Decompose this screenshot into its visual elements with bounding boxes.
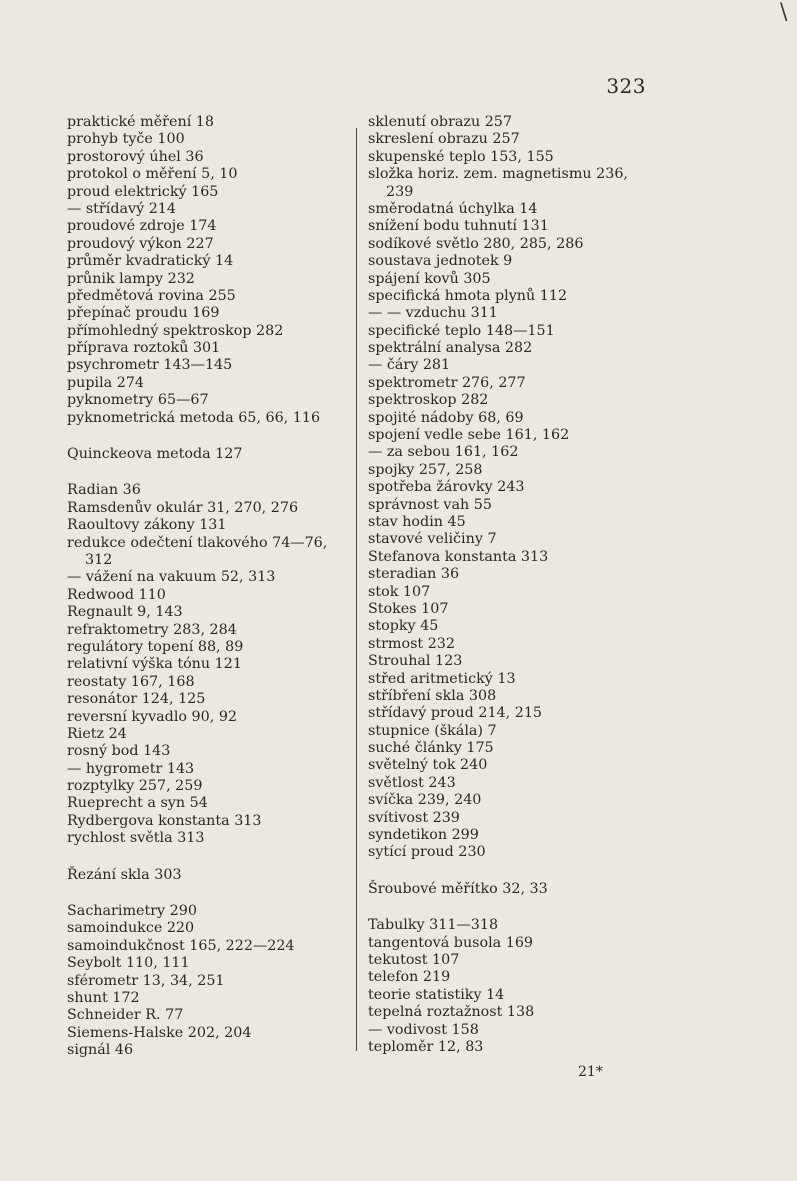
index-entry: přepínač proudu 169 [67,305,220,322]
index-entry: reostaty 167, 168 [67,673,195,690]
index-entry: signál 46 [67,1042,134,1059]
index-entry: Rydbergova konstanta 313 [67,812,262,829]
index-entry: refraktometry 283, 284 [67,621,237,638]
section-gap [67,884,355,903]
index-entry: stupnice (škála) 7 [368,722,497,739]
index-entry: pupila 274 [67,374,145,391]
index-entry: regulátory topení 88, 89 [67,638,244,655]
index-entry: shunt 172 [67,989,140,1006]
index-entry: světlost 243 [368,774,456,791]
index-entry: Redwood 110 [67,586,166,603]
index-entry: proudový výkon 227 [67,235,214,252]
index-entry: Regnault 9, 143 [67,604,183,621]
index-entry: Sacharimetry 290 [67,903,197,920]
index-entry: přímohledný spektroskop 282 [67,322,284,339]
index-entry: Šroubové měřítko 32, 33 [368,880,548,897]
index-entry: spájení kovů 305 [368,270,491,287]
index-entry: směrodatná úchylka 14 [368,200,538,217]
index-entry: Seybolt 110, 111 [67,955,190,972]
index-entry: stok 107 [368,583,431,600]
index-entry: teorie statistiky 14 [368,986,505,1003]
index-entry: psychrometr 143—145 [67,357,233,374]
index-entry: Siemens-Halske 202, 204 [67,1024,252,1041]
index-entry: praktické měření 18 [67,114,214,130]
index-entry: — za sebou 161, 162 [368,444,519,461]
index-entry: — střídavý 214 [67,200,176,217]
index-entry: předmětová rovina 255 [67,287,236,304]
index-entry: syndetikon 299 [368,827,479,844]
index-entry: svítivost 239 [368,809,460,826]
index-entry: — — vzduchu 311 [368,305,498,322]
index-entry: pyknometrická metoda 65, 66, 116 [67,409,321,426]
section-gap [67,427,355,446]
index-entry: suché články 175 [368,740,494,757]
index-entry: samoindukce 220 [67,920,195,937]
index-entry: telefon 219 [368,969,451,986]
index-entry: sodíkové světlo 280, 285, 286 [368,235,584,252]
index-entry: snížení bodu tuhnutí 131 [368,218,549,235]
index-entry: proud elektrický 165 [67,183,219,200]
index-entry: Raoultovy zákony 131 [67,517,227,534]
index-entry: spojité nádoby 68, 69 [368,409,524,426]
index-entry: specifické teplo 148—151 [368,322,555,339]
section-gap [368,862,658,881]
index-entry: spektroskop 282 [368,392,489,409]
index-entry: sytící proud 230 [368,844,486,861]
index-entry: střed aritmetický 13 [368,670,516,687]
index-entry: spojky 257, 258 [368,461,483,478]
index-entry: skupenské teplo 153, 155 [368,148,554,165]
index-column-left [67,114,355,1060]
index-entry: protokol o měření 5, 10 [67,166,238,183]
index-entry: Strouhal 123 [368,653,463,670]
index-entry: průnik lampy 232 [67,270,195,287]
index-entry: Rueprecht a syn 54 [67,795,208,812]
index-entry: průměr kvadratický 14 [67,253,234,270]
index-entry: svíčka 239, 240 [368,792,482,809]
index-entry: strmost 232 [368,635,455,652]
index-entry: resonátor 124, 125 [67,691,206,708]
index-entry: teploměr 12, 83 [368,1038,484,1055]
index-entry-continuation: 239 [386,183,414,200]
index-entry: stavové veličiny 7 [368,531,497,548]
index-entry: prohyb tyče 100 [67,131,185,148]
column-divider [356,128,357,1051]
index-entry: spotřeba žárovky 243 [368,479,525,496]
index-entry: steradian 36 [368,566,460,583]
page-number: 323 [606,74,646,98]
index-entry: Schneider R. 77 [67,1007,184,1024]
index-entry: Stefanova konstanta 313 [368,548,549,565]
index-entry: rychlost světla 313 [67,830,205,847]
index-entry: spektrální analysa 282 [368,340,533,357]
index-entry: spojení vedle sebe 161, 162 [368,427,570,444]
signature-mark: 21* [578,1064,603,1080]
index-entry: relativní výška tónu 121 [67,656,242,673]
index-entry-continuation: 312 [85,551,113,568]
section-gap [368,898,658,917]
index-entry: Quinckeova metoda 127 [67,446,243,463]
index-entry: proudové zdroje 174 [67,218,217,235]
index-entry: rosný bod 143 [67,743,171,760]
index-entry: Rietz 24 [67,725,127,742]
index-entry: stav hodin 45 [368,513,466,530]
index-entry: Radian 36 [67,482,141,499]
index-column-right [368,114,658,1056]
index-entry: soustava jednotek 9 [368,253,513,270]
index-entry: Řezání skla 303 [67,866,182,883]
index-entry: redukce odečtení tlakového 74—76, [67,534,328,551]
index-entry: specifická hmota plynů 112 [368,287,568,304]
index-entry: reversní kyvadlo 90, 92 [67,708,238,725]
index-entry: příprava roztoků 301 [67,340,221,357]
index-entry: sklenutí obrazu 257 [368,114,513,130]
index-entry: — vážení na vakuum 52, 313 [67,569,276,586]
index-entry: stříbření skla 308 [368,687,497,704]
section-gap [67,463,355,482]
index-entry: tekutost 107 [368,951,460,968]
index-entry: — vodivost 158 [368,1021,479,1038]
index-entry: Tabulky 311—318 [368,917,499,934]
index-entry: spektrometr 276, 277 [368,374,526,391]
index-entry: tangentová busola 169 [368,934,534,951]
index-entry: rozptylky 257, 259 [67,778,203,795]
index-entry: tepelná roztažnost 138 [368,1004,535,1021]
index-entry: Ramsdenův okulár 31, 270, 276 [67,499,299,516]
index-entry: — čáry 281 [368,357,451,374]
index-entry: správnost vah 55 [368,496,492,513]
index-entry: samoindukčnost 165, 222—224 [67,937,295,954]
index-entry: Stokes 107 [368,600,449,617]
index-entry: — hygrometr 143 [67,760,195,777]
index-entry: složka horiz. zem. magnetismu 236, [368,166,628,183]
index-entry: prostorový úhel 36 [67,148,204,165]
index-entry: sférometr 13, 34, 251 [67,972,225,989]
index-entry: skreslení obrazu 257 [368,131,520,148]
corner-mark: \ [780,0,788,25]
section-gap [67,848,355,867]
index-entry: světelný tok 240 [368,757,488,774]
index-entry: pyknometry 65—67 [67,392,209,409]
index-entry: stopky 45 [368,618,439,635]
index-entry: střídavý proud 214, 215 [368,705,543,722]
